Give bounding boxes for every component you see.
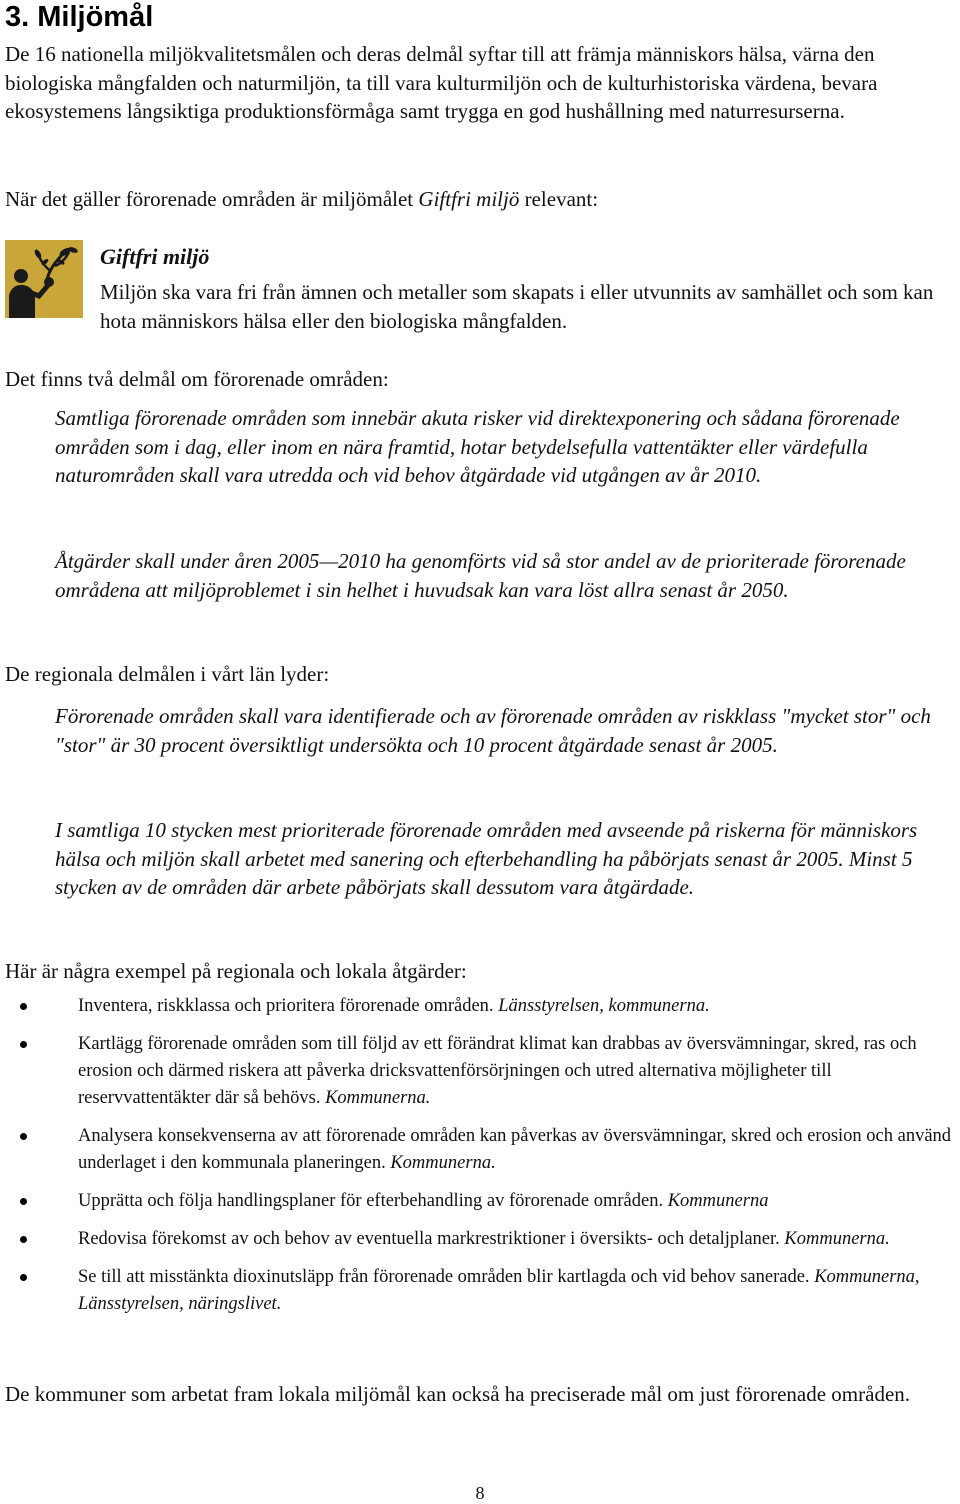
action-responsible: Kommunerna. — [390, 1153, 496, 1173]
action-item — [0, 1188, 960, 1215]
bullet-icon — [20, 1274, 27, 1281]
action-responsible: Kommunerna, Länsstyrelsen, näringslivet. — [78, 1267, 920, 1314]
giftfri-miljo-logo — [5, 240, 83, 318]
bullet-icon — [20, 1198, 27, 1205]
action-item — [0, 1264, 960, 1318]
action-item — [0, 1226, 960, 1253]
action-text: Upprätta och följa handlingsplaner för efterbehandling av förorenade områden. — [78, 1191, 664, 1211]
national-goal-1: Samtliga förorenade områden som innebär akuta risker vid direktexponering och sådana förorenade områden som i dag, eller inom en nära framtid, hotar betydelsefulla vattentäkter eller värdefulla naturområden skall vara utredda och vid behov åtgärdade vid utgången av år 2010. — [55, 406, 900, 488]
regional-goal-2: I samtliga 10 stycken mest prioriterade förorenade områden med avseende på riskerna för människors hälsa och miljön skall arbetet med sanering och efterbehandling ha påbörjats senast år 2005. Minst 5 stycken av de områden där arbete påbörjats skall dessutom vara åtgärdade. — [55, 818, 918, 900]
goal-title: Giftfri miljö — [100, 244, 210, 269]
action-item — [0, 1031, 960, 1112]
regional-goal-1: Förorenade områden skall vara identifierade och av förorenade områden av riskklass "mycket stor" och "stor" är 30 procent översiktligt undersökta och 10 procent åtgärdade senast år 2005. — [55, 704, 931, 757]
action-responsible: Kommunerna. — [784, 1229, 890, 1249]
environmental-goal-box — [5, 240, 955, 335]
national-goal-2: Åtgärder skall under åren 2005—2010 ha genomförts vid så stor andel av de prioriterade förorenade områdena att miljöproblemet i sin helhet i huvudsak kan vara löst allra senast år 2050. — [55, 549, 906, 602]
relevance-paragraph — [5, 185, 955, 214]
bullet-icon — [20, 1133, 27, 1140]
regional-goals-intro: De regionala delmålen i vårt län lyder: — [5, 662, 330, 686]
closing-paragraph: De kommuner som arbetat fram lokala miljömål kan också ha preciserade mål om just förorenade områden. — [5, 1382, 911, 1406]
relevance-goal-name: Giftfri miljö — [418, 187, 520, 211]
section-heading: 3. Miljömål — [5, 1, 154, 33]
action-text: Kartlägg förorenade områden som till följd av ett förändrat klimat kan drabbas av översvämningar, skred, ras och erosion och därmed riskera att påverka dricksvattenförsörjningen och utred alternativa möjligheter till reservvattentäkter där så behövs. — [78, 1034, 917, 1108]
intro-paragraph: De 16 nationella miljökvalitetsmålen och deras delmål syftar till att främja människors hälsa, värna den biologiska mångfalden och naturmiljön, ta till vara kulturmiljön och de kulturhistoriska värdena, bevara ekosystemens långsiktiga produktionsförmåga samt trygga en god hushållning med naturresurserna. — [5, 42, 878, 124]
relevance-text-before: När det gäller förorenade områden är miljömålet — [5, 187, 419, 211]
goal-description: Miljön ska vara fri från ämnen och metaller som skapats i eller utvunnits av samhället och som kan hota människors hälsa eller den biologiska mångfalden. — [100, 280, 934, 333]
action-item — [0, 1123, 960, 1177]
relevance-text-after: relevant: — [519, 187, 599, 211]
actions-list — [0, 993, 960, 1329]
bullet-icon — [20, 1236, 27, 1243]
national-goals-intro: Det finns två delmål om förorenade områden: — [5, 367, 389, 391]
bullet-icon — [20, 1041, 27, 1048]
bullet-icon — [20, 1003, 27, 1010]
page-number: 8 — [475, 1483, 485, 1503]
action-text: Se till att misstänkta dioxinutsläpp från förorenade områden blir kartlagda och vid behov sanerade. — [78, 1267, 810, 1287]
action-text: Redovisa förekomst av och behov av eventuella markrestriktioner i översikts- och detaljplaner. — [78, 1229, 780, 1249]
action-text: Analysera konsekvenserna av att förorenade områden kan påverkas av översvämningar, skred och erosion och använd underlaget i den kommunala planeringen. — [78, 1126, 952, 1173]
action-responsible: Kommunerna — [667, 1191, 769, 1211]
action-responsible: Länsstyrelsen, kommunerna. — [498, 996, 710, 1016]
action-item — [0, 993, 960, 1020]
action-responsible: Kommunerna. — [325, 1088, 431, 1108]
actions-intro: Här är några exempel på regionala och lokala åtgärder: — [5, 959, 467, 983]
action-text: Inventera, riskklassa och prioritera förorenade områden. — [78, 996, 494, 1016]
